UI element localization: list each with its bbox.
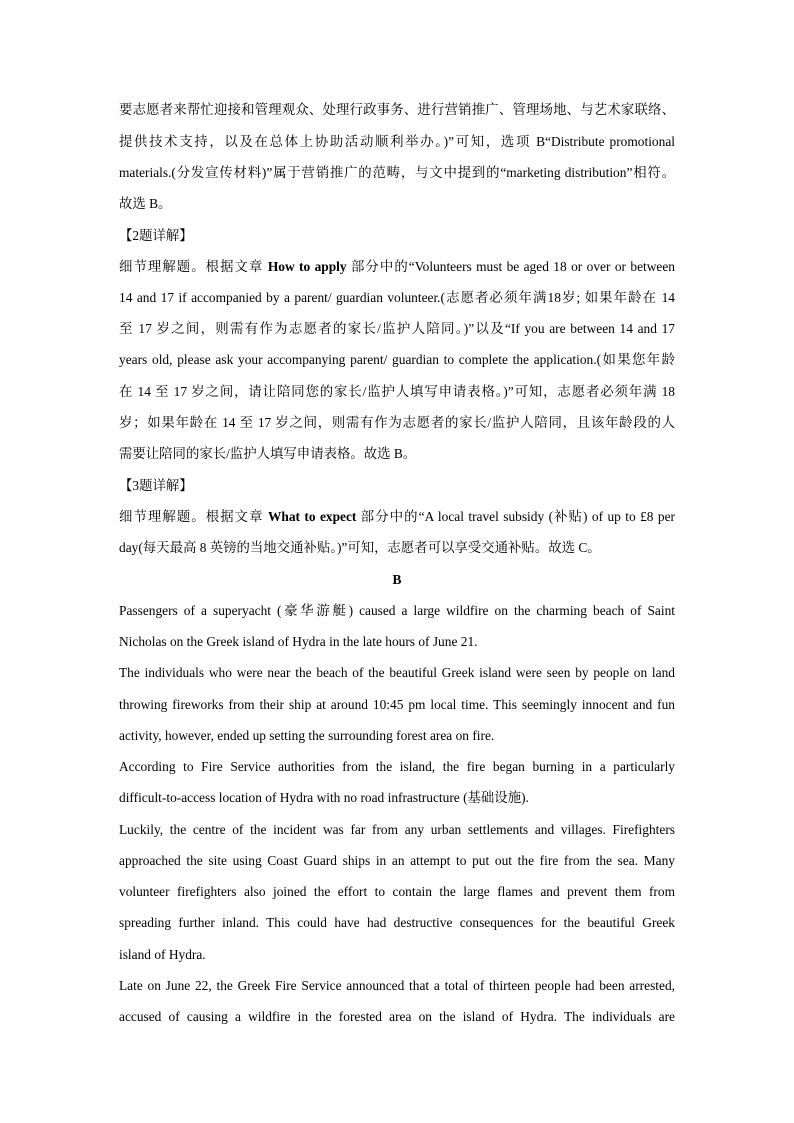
text-line: years old, please ask your accompanying parent/ guardian to complete the application.(如果您年龄 bbox=[119, 352, 675, 367]
text-segment: 部分中的“Volunteers must be aged 18 or over or between bbox=[346, 259, 675, 274]
text-line: volunteer firefighters also joined the effort to contain the large flames and prevent them from bbox=[119, 884, 675, 899]
text-line bbox=[119, 508, 675, 526]
text-line: Passengers of a superyacht (豪华游艇) caused a large wildfire on the charming beach of Saint bbox=[119, 603, 675, 618]
section-heading: 【2题详解】 bbox=[119, 228, 193, 243]
text-line: 要志愿者来帮忙迎接和管理观众、处理行政事务、进行营销推广、管理场地、与艺术家联络、 bbox=[119, 102, 675, 117]
text-line: day(每天最高 8 英镑的当地交通补贴。)”可知，志愿者可以享受交通补贴。故选 C。 bbox=[119, 540, 601, 555]
text-line: 提供技术支持，以及在总体上协助活动顺利举办。)”可知，选项 B“Distribute promotional bbox=[119, 134, 675, 149]
text-line: difficult-to-access location of Hydra with no road infrastructure (基础设施). bbox=[119, 790, 529, 805]
text-line: The individuals who were near the beach of the beautiful Greek island were seen by people on land bbox=[119, 665, 675, 680]
text-segment: 细节理解题。根据文章 bbox=[119, 259, 268, 274]
text-line: approached the site using Coast Guard ships in an attempt to put out the fire from the sea. Many bbox=[119, 853, 675, 868]
text-line: 岁；如果年龄在 14 至 17 岁之间，则需有作为志愿者的家长/监护人陪同，且该年龄段的人 bbox=[119, 415, 675, 430]
text-line: 在 14 至 17 岁之间，请让陪同您的家长/监护人填写申请表格。)”可知，志愿者必须年满 18 bbox=[119, 384, 675, 399]
bold-section-name: How to apply bbox=[267, 259, 347, 274]
text-line: 至 17 岁之间，则需有作为志愿者的家长/监护人陪同。)”以及“If you are between 14 and 17 bbox=[119, 321, 675, 336]
text-line: According to Fire Service authorities from the island, the fire began burning in a particularly bbox=[119, 759, 675, 774]
text-line: 14 and 17 if accompanied by a parent/ guardian volunteer.(志愿者必须年满18岁; 如果年龄在 14 bbox=[119, 290, 675, 305]
text-line: throwing fireworks from their ship at around 10:45 pm local time. This seemingly innocent and fun bbox=[119, 697, 675, 712]
section-heading: 【3题详解】 bbox=[119, 478, 193, 493]
text-line: 故选 B。 bbox=[119, 196, 172, 211]
text-segment: 细节理解题。根据文章 bbox=[119, 509, 268, 524]
text-line: Nicholas on the Greek island of Hydra in the late hours of June 21. bbox=[119, 634, 478, 649]
text-line: spreading further inland. This could have had destructive consequences for the beautiful Greek bbox=[119, 915, 675, 930]
text-line: activity, however, ended up setting the surrounding forest area on fire. bbox=[119, 728, 495, 743]
text-line: materials.(分发宣传材料)”属于营销推广的范畴，与文中提到的“marketing distribution”相符。 bbox=[119, 165, 675, 180]
text-line: 需要让陪同的家长/监护人填写申请表格。故选 B。 bbox=[119, 446, 417, 461]
text-line bbox=[119, 258, 675, 276]
text-segment: 部分中的“A local travel subsidy (补贴) of up to £8 per bbox=[356, 509, 675, 524]
text-line: accused of causing a wildfire in the forested area on the island of Hydra. The individuals are bbox=[119, 1009, 675, 1024]
text-line: Late on June 22, the Greek Fire Service announced that a total of thirteen people had been arrested, bbox=[119, 978, 675, 993]
passage-heading: B bbox=[392, 572, 402, 587]
text-line: Luckily, the centre of the incident was far from any urban settlements and villages. Firefighters bbox=[119, 822, 675, 837]
bold-section-name: What to expect bbox=[267, 509, 357, 524]
text-line: island of Hydra. bbox=[119, 947, 206, 962]
